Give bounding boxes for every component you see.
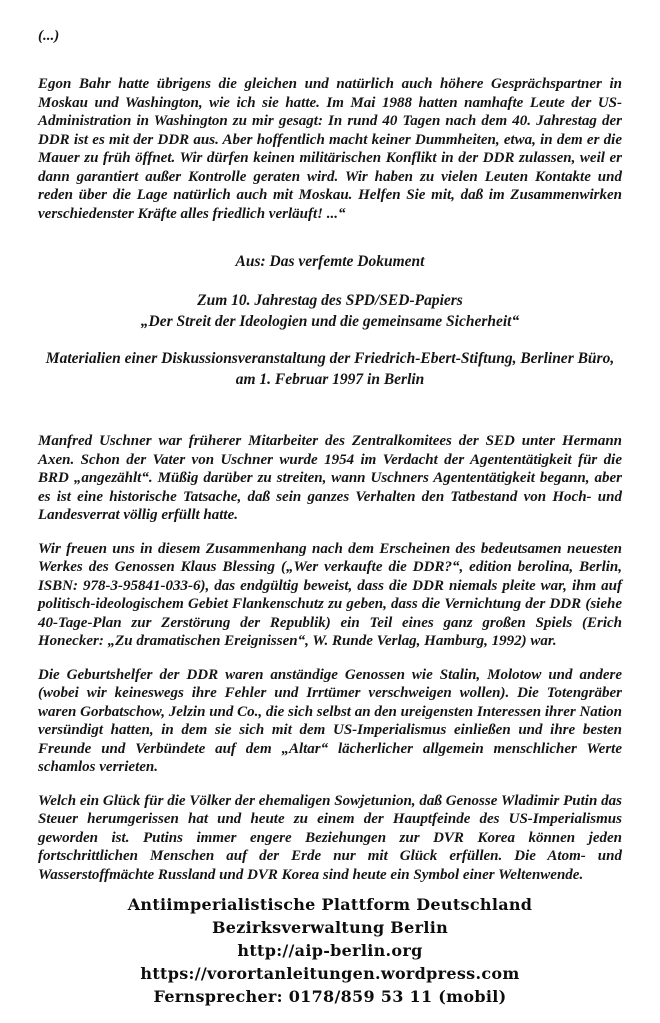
omission-marker: (...) (38, 28, 60, 44)
heading-subtitle (38, 348, 622, 390)
heading-subtitle-line1: Materialien einer Diskussionsveranstaltung der Friedrich-Ebert-Stiftung, Berliner Büro, (45, 350, 615, 367)
heading-title (38, 290, 622, 332)
footer-block (0, 893, 660, 1008)
footer-branch: Bezirksverwaltung Berlin (211, 918, 449, 937)
paragraph-geburtshelfer-ddr: Die Geburtshelfer der DDR waren anständige Genossen wie Stalin, Molotow und andere (wobei wir keineswegs ihre Fehler und Irrtümer verschweigen wollen). Die Totengräber waren Gorbatschow, Jelzin und Co., die sich selbst an den ureigensten Interessen ihrer Nation versündigt hatten, in dem sie sich mit dem US-Imperialismus einließen und ihre besten Freunde und Verbündete auf dem „Altar“ lächerlicher allgemein menschlicher Werte schamlos verrieten. (38, 666, 622, 775)
footer-organization: Antiimperialistische Plattform Deutschland (127, 895, 533, 914)
heading-subtitle-line2: am 1. Februar 1997 in Berlin (235, 371, 425, 388)
paragraph-egon-bahr-quote: Egon Bahr hatte übrigens die gleichen und natürlich auch höhere Gesprächspartner in Moskau und Washington, wie ich sie hatte. Im Mai 1988 hatten namhafte Leute der US-Administration in Washington zu mir gesagt: In rund 40 Tagen nach dem 40. Jahrestag der DDR ist es mit der DDR aus. Aber hoffentlich macht keiner Dummheiten, etwa, in dem er die Mauer zu früh öffnet. Wir dürfen keinen militärischen Konflikt in der DDR zulassen, weil er dann garantiert außer Kontrolle geraten wird. Wir haben zu vielen Leuten Kontakte und reden über die Lage natürlich auch mit Moskau. Helfen Sie mit, daß im Zusammenwirken verschiedenster Kräfte alles friedlich verläuft! ...“ (38, 76, 622, 222)
heading-title-line2: „Der Streit der Ideologien und die gemeinsame Sicherheit“ (140, 313, 520, 330)
footer-website-aip-berlin: http://aip-berlin.org (237, 941, 423, 960)
footer-phone: Fernsprecher: 0178/859 53 11 (mobil) (153, 987, 507, 1006)
paragraph-klaus-blessing: Wir freuen uns in diesem Zusammenhang nach dem Erscheinen des bedeutsamen neuesten Werkes des Genossen Klaus Blessing („Wer verkaufte die DDR?“, edition berolina, Berlin, ISBN: 978-3-95841-033-6), das endgültig beweist, dass die DDR niemals pleite war, ihm auf politisch-ideologischem Gebiet Flankenschutz zu geben, dass die Vernichtung der DDR (siehe 40-Tage-Plan zur Zerstörung der Republik) ein Teil eines ganz großen Spiels (Erich Honecker: „Zu dramatischen Ereignissen“, W. Runde Verlag, Hamburg, 1992) war. (38, 540, 622, 649)
heading-title-line1: Zum 10. Jahrestag des SPD/SED-Papiers (197, 292, 463, 309)
footer-website-wordpress: https://vorortanleitungen.wordpress.com (140, 964, 520, 983)
heading-source-line: Aus: Das verfemte Dokument (235, 253, 425, 270)
paragraph-putin-dvr-korea: Welch ein Glück für die Völker der ehemaligen Sowjetunion, daß Genosse Wladimir Putin das Steuer herumgerissen hat und heute zu einem der Hauptfeinde des US-Imperialismus geworden ist. Putins immer engere Beziehungen zur DVR Korea können jeden fortschrittlichen Menschen auf der Erde nur mit Glück erfüllen. Die Atom- und Wasserstoffmächte Russland und DVR Korea sind heute ein Symbol einer Weltenwende. (38, 792, 622, 883)
paragraph-manfred-uschner: Manfred Uschner war früherer Mitarbeiter des Zentralkomitees der SED unter Hermann Axen. Schon der Vater von Uschner wurde 1954 im Verdacht der Agententätigkeit für die BRD „angezählt“. Müßig darüber zu streiten, wann Uschners Agententätigkeit begann, aber es ist eine historische Tatsache, daß sein ganzes Verhalten den Tatbestand von Hoch- und Landesverrat völlig erfüllt hatte. (38, 433, 622, 523)
